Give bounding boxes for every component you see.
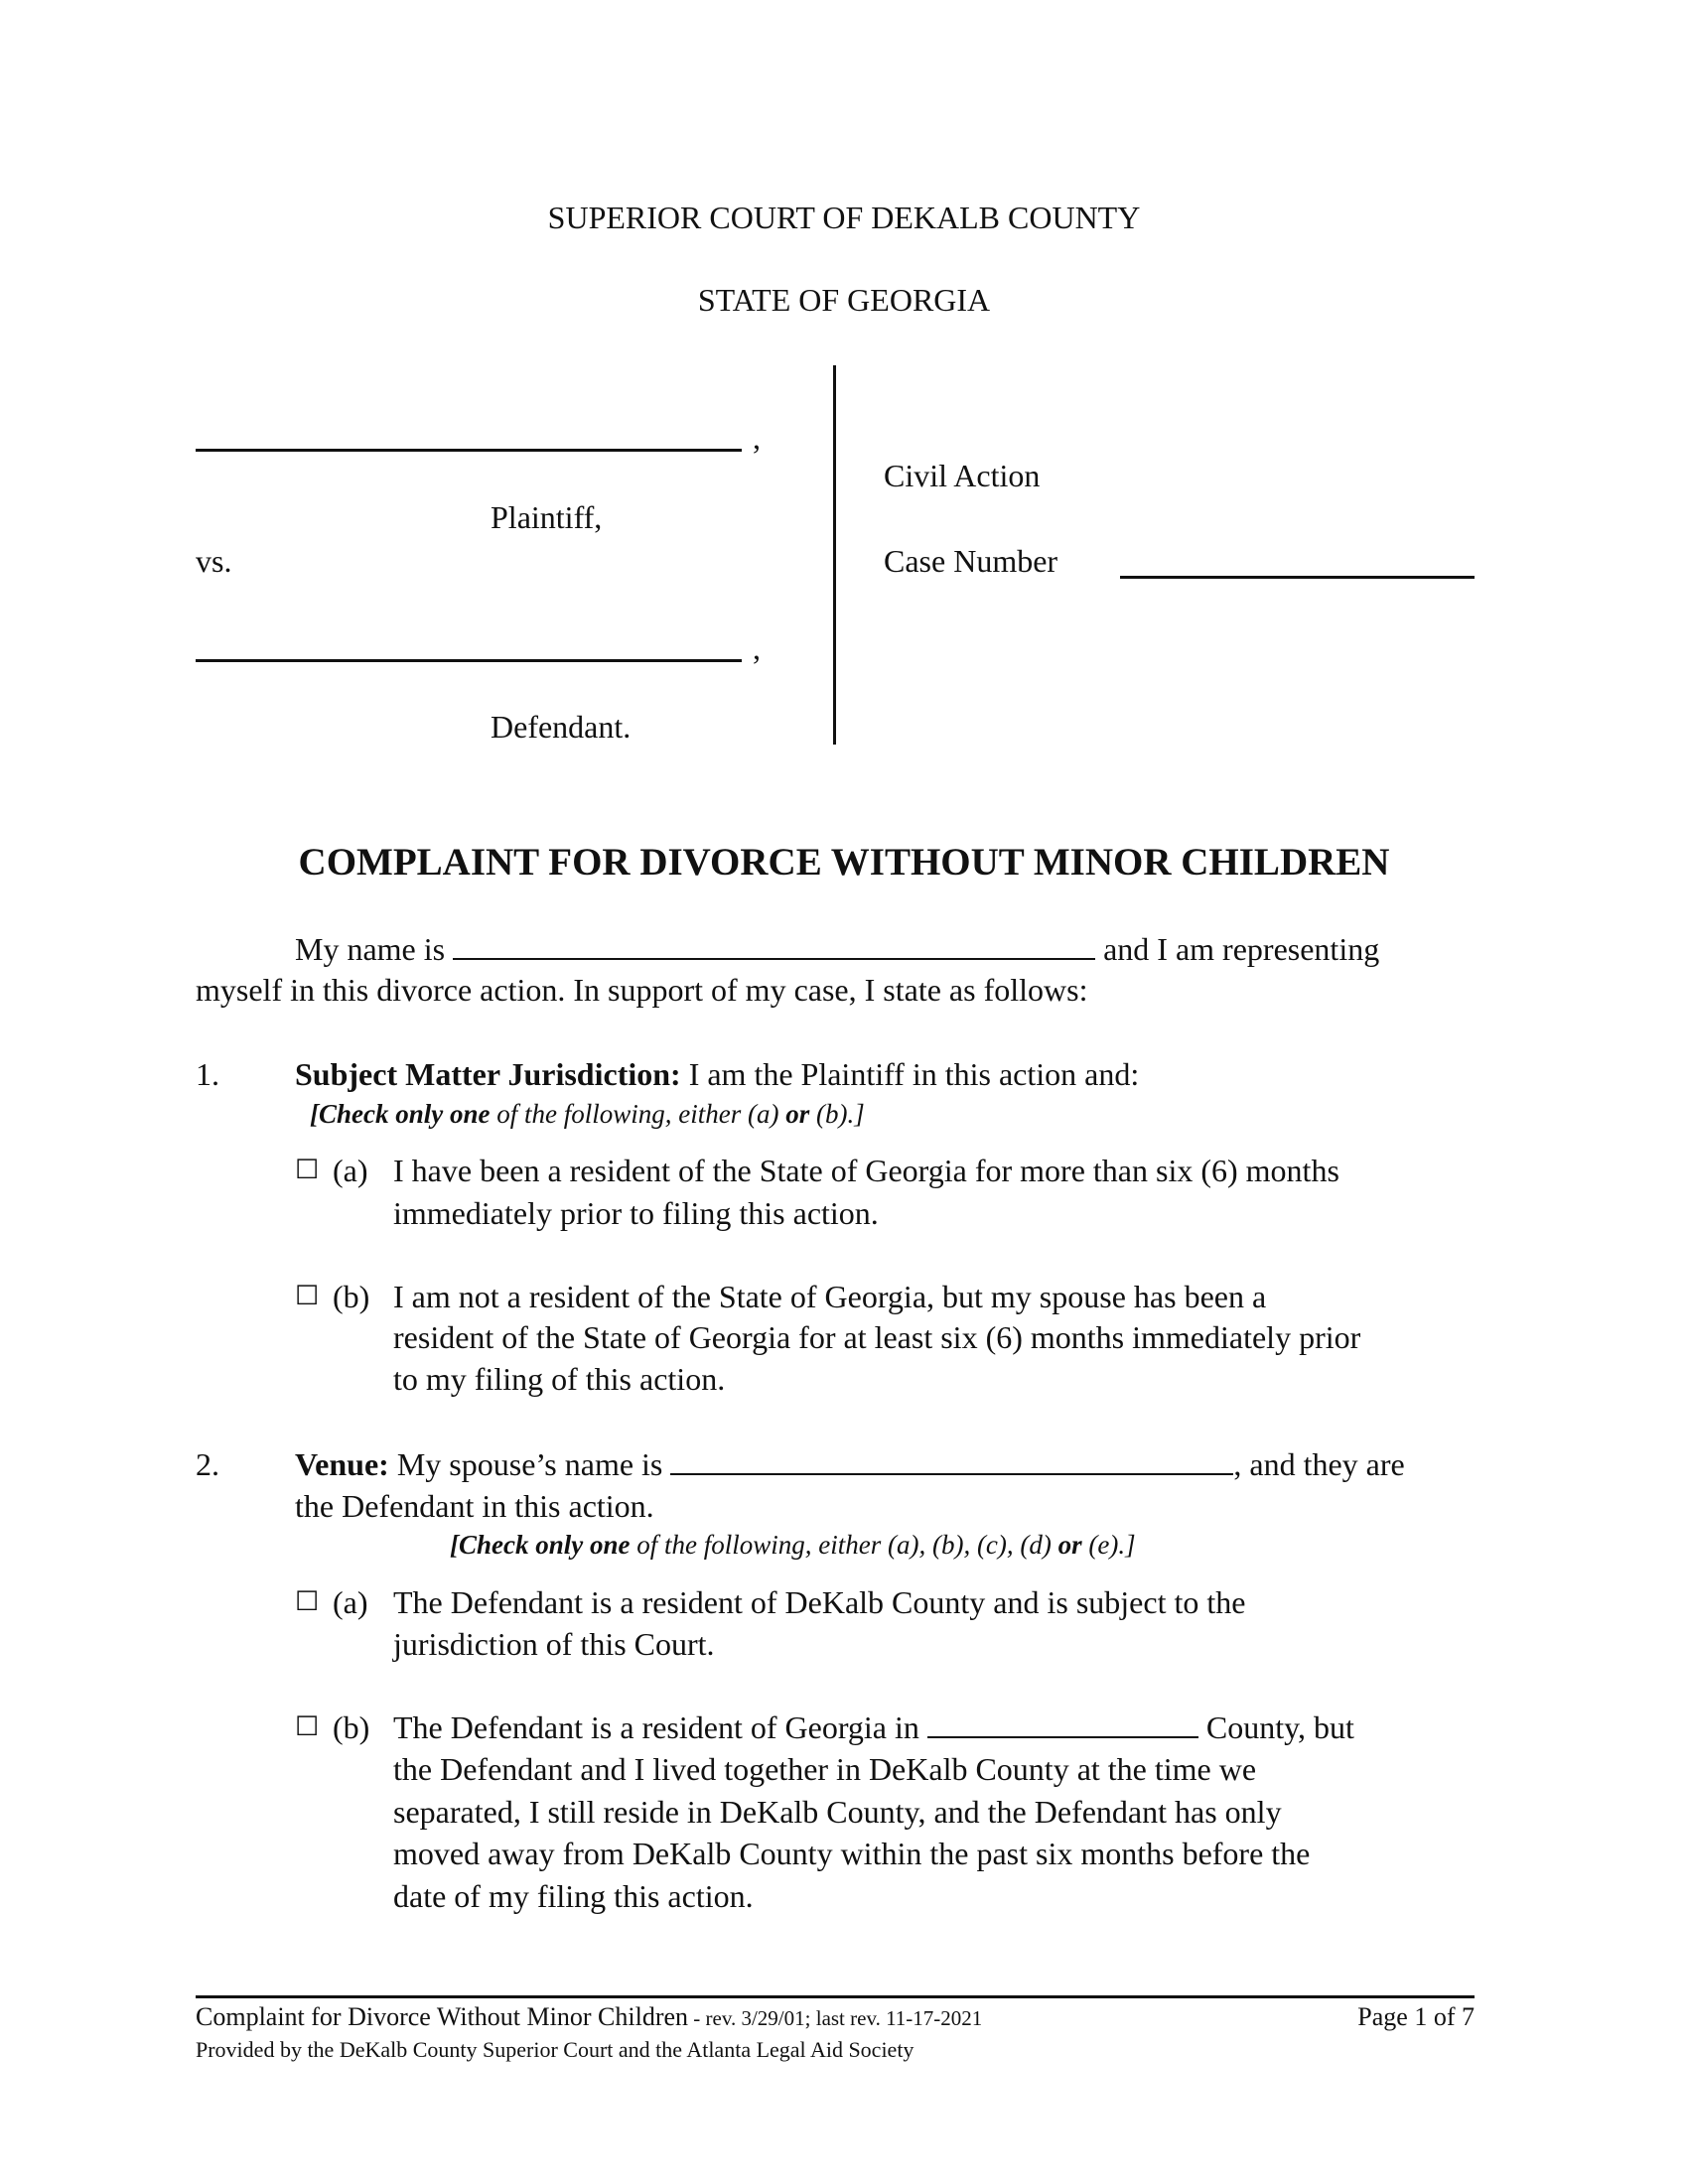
- instr: or: [785, 1099, 810, 1129]
- case-number-field[interactable]: [1120, 576, 1475, 579]
- provided-by: Provided by the DeKalb County Superior Court and the Atlanta Legal Aid Society: [196, 2037, 914, 2062]
- section-2-line-2: the Defendant in this action.: [295, 1488, 654, 1524]
- checkbox-1b[interactable]: ☐: [295, 1281, 320, 1311]
- heading-text: I am the Plaintiff in this action and:: [680, 1056, 1140, 1092]
- page-number: Page 1 of 7: [1357, 2002, 1475, 2031]
- comma: ,: [753, 420, 761, 456]
- checkbox-1a[interactable]: ☐: [295, 1155, 320, 1185]
- state-name: STATE OF GEORGIA: [697, 282, 991, 318]
- checkbox-2a[interactable]: ☐: [295, 1586, 320, 1617]
- option-label: (a): [333, 1153, 368, 1188]
- instr: (e).]: [1081, 1530, 1136, 1560]
- option-text: [393, 1706, 1354, 1748]
- caption-divider: [833, 365, 836, 745]
- civil-action-label: Civil Action: [884, 458, 1041, 493]
- defendant-name-field[interactable]: [196, 659, 742, 662]
- intro-text: My name is: [295, 931, 446, 967]
- option-text: to my filing of this action.: [393, 1361, 726, 1397]
- option-label: (b): [333, 1279, 370, 1314]
- footer-title: [196, 1998, 982, 2037]
- option-text: jurisdiction of this Court.: [393, 1626, 715, 1662]
- document-title: COMPLAINT FOR DIVORCE WITHOUT MINOR CHILDREN: [298, 841, 1390, 884]
- vs-label: vs.: [196, 543, 232, 579]
- intro-line-2: myself in this divorce action. In support of my case, I state as follows:: [196, 972, 1088, 1008]
- instr: [Check only one: [450, 1530, 631, 1560]
- case-number-label: Case Number: [884, 543, 1058, 579]
- instruction: [310, 1093, 865, 1135]
- court-name: SUPERIOR COURT OF DEKALB COUNTY: [547, 200, 1141, 235]
- checkbox-2b[interactable]: ☐: [295, 1711, 320, 1742]
- option-text: resident of the State of Georgia for at least six (6) months immediately prior: [393, 1319, 1361, 1355]
- heading-text: , and they are: [1233, 1446, 1405, 1482]
- option-label: (a): [333, 1584, 368, 1620]
- instr: of the following, either (a), (b), (c), (d): [630, 1530, 1058, 1560]
- heading-text: My spouse’s name is: [388, 1446, 663, 1482]
- section-1-heading: [295, 1053, 1139, 1095]
- instr: [Check only one: [310, 1099, 491, 1129]
- option-text: immediately prior to filing this action.: [393, 1195, 879, 1231]
- instruction: [450, 1524, 1136, 1566]
- instr: or: [1057, 1530, 1082, 1560]
- revision: - rev. 3/29/01; last rev. 11-17-2021: [688, 2006, 983, 2030]
- option-text: I have been a resident of the State of Georgia for more than six (6) months: [393, 1153, 1339, 1188]
- instr: (b).]: [809, 1099, 865, 1129]
- option-text: moved away from DeKalb County within the past six months before the: [393, 1836, 1311, 1871]
- option-text: I am not a resident of the State of Georgia, but my spouse has been a: [393, 1279, 1267, 1314]
- option-text: the Defendant and I lived together in DeKalb County at the time we: [393, 1751, 1257, 1787]
- county-field[interactable]: [927, 1706, 1198, 1738]
- instr: of the following, either (a): [490, 1099, 786, 1129]
- defendant-label: Defendant.: [491, 709, 632, 745]
- intro-line-1: [295, 928, 1379, 970]
- intro-text: and I am representing: [1103, 931, 1380, 967]
- option-text: The Defendant is a resident of DeKalb County and is subject to the: [393, 1584, 1246, 1620]
- comma: ,: [753, 630, 761, 666]
- my-name-field[interactable]: [453, 928, 1095, 960]
- section-number: 2.: [196, 1446, 219, 1482]
- form-title: Complaint for Divorce Without Minor Children: [196, 2002, 689, 2031]
- plaintiff-label: Plaintiff,: [491, 499, 603, 535]
- plaintiff-name-field[interactable]: [196, 449, 742, 452]
- section-2-heading: [295, 1443, 1405, 1485]
- heading: Subject Matter Jurisdiction:: [295, 1056, 681, 1092]
- option-label: (b): [333, 1709, 370, 1745]
- section-number: 1.: [196, 1056, 219, 1092]
- text: The Defendant is a resident of Georgia in: [393, 1709, 919, 1745]
- text: County, but: [1205, 1709, 1354, 1745]
- spouse-name-field[interactable]: [670, 1443, 1233, 1475]
- heading: Venue:: [295, 1446, 389, 1482]
- option-text: date of my filing this action.: [393, 1878, 754, 1914]
- option-text: separated, I still reside in DeKalb County, and the Defendant has only: [393, 1794, 1282, 1830]
